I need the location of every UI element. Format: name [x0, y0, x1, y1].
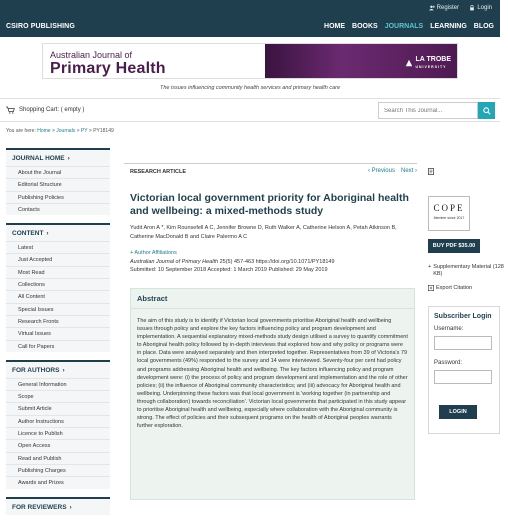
sidebar-heading-journal-home[interactable]: JOURNAL HOME ›	[12, 155, 70, 162]
journal-banner[interactable]	[42, 43, 458, 79]
cope-badge[interactable]	[428, 196, 470, 231]
chevron-right-icon: ›	[69, 503, 72, 511]
sidebar-item-research-fronts[interactable]: Research Fronts	[6, 315, 110, 327]
sidebar-heading-for-reviewers[interactable]: FOR REVIEWERS ›	[12, 503, 72, 511]
article-type: RESEARCH ARTICLE	[130, 169, 187, 175]
sidebar-item-author-instructions[interactable]: Author Instructions	[6, 415, 110, 427]
sidebar-for-reviewers	[6, 497, 110, 515]
sidebar-item-call-for-papers[interactable]: Call for Papers	[6, 340, 110, 352]
latrobe-sub: UNIVERSITY	[415, 65, 447, 69]
search-button[interactable]	[478, 102, 495, 119]
top-bar	[0, 0, 500, 37]
login-link[interactable]	[469, 5, 492, 11]
sidebar-journal-home	[6, 148, 110, 215]
sidebar-item-latest[interactable]: Latest	[6, 241, 110, 253]
user-plus-icon	[429, 5, 435, 11]
export-icon	[428, 285, 434, 291]
latrobe-name: LA TROBE	[415, 56, 451, 63]
shopping-cart[interactable]	[6, 106, 84, 114]
abstract-heading: Abstract	[131, 289, 414, 309]
sidebar-item-about[interactable]: About the Journal	[6, 166, 110, 178]
sidebar-item-charges[interactable]: Publishing Charges	[6, 464, 110, 476]
register-label: Register	[436, 5, 459, 11]
article-citation	[130, 258, 415, 274]
sidebar-item-awards[interactable]: Awards and Prizes	[6, 476, 110, 488]
sidebar-heading-for-authors[interactable]: FOR AUTHORS ›	[12, 366, 65, 374]
chevron-right-icon: ›	[62, 366, 65, 374]
article-dates: Submitted: 10 September 2018 Accepted: 1 March 2019 Published: 29 May 2019	[130, 267, 328, 273]
breadcrumb-current: PY18149	[93, 128, 114, 134]
login-label: Login	[477, 5, 492, 11]
nav-books[interactable]: BOOKS	[352, 23, 378, 30]
nav-blog[interactable]: BLOG	[473, 23, 494, 30]
login-heading: Subscriber Login	[434, 313, 492, 320]
sidebar-item-open-access[interactable]: Open Access	[6, 439, 110, 451]
sidebar-heading-content[interactable]: CONTENT ›	[12, 230, 49, 238]
subscriber-login	[428, 306, 500, 434]
sidebar-item-special-issues[interactable]: Special Issues	[6, 303, 110, 315]
abstract-text: The aim of this study is to identify if Victorian local governments prioritise Aboriginal health and wellbeing issues through policy and explore the key factors influencing policy and program development and implementation. A sequential explanatory mixed-methods study design utilised a survey to quantify commitment to Aboriginal health policy followed by in-depth interviews that explored how and why policy or programs were in place. Data were analysed separately and then interpreted together. Representatives from 39 of Victoria's 79 local governments (49%) responded to the survey and 14 were interviewed. Seventy-four per cent had policy and programs addressing Aboriginal health and wellbeing. The key factors influencing policy and program development were: (i) the process of policy and program development and implementation and the role of other policies; (ii) the influence of Aboriginal community characteristics; and (iii) advocacy for Aboriginal health and wellbeing. Underpinning these factors was that local government is 'working together (in partnership and through collaboration) towards reconciliation'. Victorian local governments that participated in this study appear to prioritise Aboriginal health and wellbeing, especially where collaboration with the Aboriginal community is strong. The effect of policies and their subsequent programs on the health of Aboriginal peoples warrants further exploration.	[137, 318, 408, 430]
sidebar	[6, 148, 110, 523]
username-label: Username:	[434, 326, 464, 332]
sidebar-item-virtual-issues[interactable]: Virtual Issues	[6, 327, 110, 339]
nav-learning[interactable]: LEARNING	[430, 23, 467, 30]
article-authors[interactable]: Yudit Aron A *, Kim Rounsefell A C, Jennifer Browne D, Ruth Walker A, Catherine Helson A, Petah Atkinson B, Catherine MacDonald B and Claire Palermo A C	[130, 225, 397, 240]
banner-title	[43, 44, 265, 78]
sidebar-item-read-publish[interactable]: Read and Publish	[6, 452, 110, 464]
cope-text: COPE	[433, 203, 465, 213]
article-title: Victorian local government priority for Aboriginal health and wellbeing: a mixed-methods study	[130, 192, 409, 217]
plus-icon: +	[428, 264, 432, 270]
cart-label: Shopping Cart: ( empty )	[19, 107, 85, 113]
banner-line2: Primary Health	[50, 60, 166, 77]
sidebar-item-scope[interactable]: Scope	[6, 390, 110, 402]
author-affiliations-toggle[interactable]: + Author Affiliations	[130, 250, 177, 256]
breadcrumb-py[interactable]: PY	[80, 128, 88, 134]
banner-line1: Australian Journal of	[50, 50, 133, 60]
document-icon	[428, 168, 434, 175]
sidebar-content	[6, 223, 110, 352]
cope-member: Member since 2017	[433, 216, 465, 220]
breadcrumb-home[interactable]: Home	[37, 128, 51, 134]
breadcrumb-prefix: You are here:	[6, 128, 36, 134]
username-field[interactable]	[434, 336, 492, 350]
sidebar-item-policies[interactable]: Publishing Policies	[6, 191, 110, 203]
sidebar-item-most-read[interactable]: Most Read	[6, 266, 110, 278]
citation-doi[interactable]: 25(5) 457-463 https://doi.org/10.1071/PY18149	[219, 259, 335, 265]
brand-logo[interactable]: CSIRO PUBLISHING	[6, 23, 75, 30]
banner-image	[265, 44, 457, 78]
search-input[interactable]	[378, 102, 478, 119]
previous-link[interactable]: ‹ Previous	[367, 168, 395, 174]
nav-home[interactable]: HOME	[324, 23, 346, 30]
sidebar-for-authors	[6, 360, 110, 489]
breadcrumb: You are here: Home > Journals > PY > PY18149	[6, 128, 114, 134]
lock-icon	[469, 5, 475, 11]
password-label: Password:	[434, 360, 463, 366]
buy-pdf-button[interactable]: BUY PDF $35.00	[428, 239, 480, 253]
supplementary-material-link[interactable]: + Supplementary Material (128 KB)	[428, 264, 504, 277]
chevron-right-icon: ›	[46, 230, 49, 238]
next-link[interactable]: Next ›	[400, 168, 417, 174]
sidebar-item-all-content[interactable]: All Content	[6, 290, 110, 302]
sidebar-item-editorial[interactable]: Editorial Structure	[6, 178, 110, 190]
article-pagination	[368, 168, 417, 174]
latrobe-crest-icon	[405, 59, 413, 67]
search-icon	[483, 107, 491, 115]
login-button[interactable]: LOGIN	[439, 405, 477, 419]
sidebar-item-contacts[interactable]: Contacts	[6, 203, 110, 215]
abstract-box	[130, 288, 415, 500]
journal-tagline: The issues influencing community health services and primary health care	[159, 85, 341, 91]
issue-contents-link[interactable]	[428, 168, 437, 175]
main-nav	[324, 23, 494, 30]
latrobe-logo	[405, 56, 451, 70]
export-citation-link[interactable]: Export Citation	[428, 285, 472, 291]
chevron-right-icon: ›	[67, 155, 70, 162]
password-field[interactable]	[434, 370, 492, 384]
register-link[interactable]	[429, 5, 459, 11]
divider	[124, 163, 417, 164]
cart-search-bar	[0, 98, 500, 122]
sidebar-item-general-info[interactable]: General Information	[6, 378, 110, 390]
sidebar-item-licence[interactable]: Licence to Publish	[6, 427, 110, 439]
sidebar-item-just-accepted[interactable]: Just Accepted	[6, 253, 110, 265]
sidebar-item-collections[interactable]: Collections	[6, 278, 110, 290]
nav-journals[interactable]: JOURNALS	[384, 23, 424, 30]
citation-journal: Australian Journal of Primary Health	[130, 259, 219, 265]
sidebar-item-submit[interactable]: Submit Article	[6, 402, 110, 414]
cart-icon	[6, 106, 15, 114]
breadcrumb-journals[interactable]: Journals	[56, 128, 76, 134]
